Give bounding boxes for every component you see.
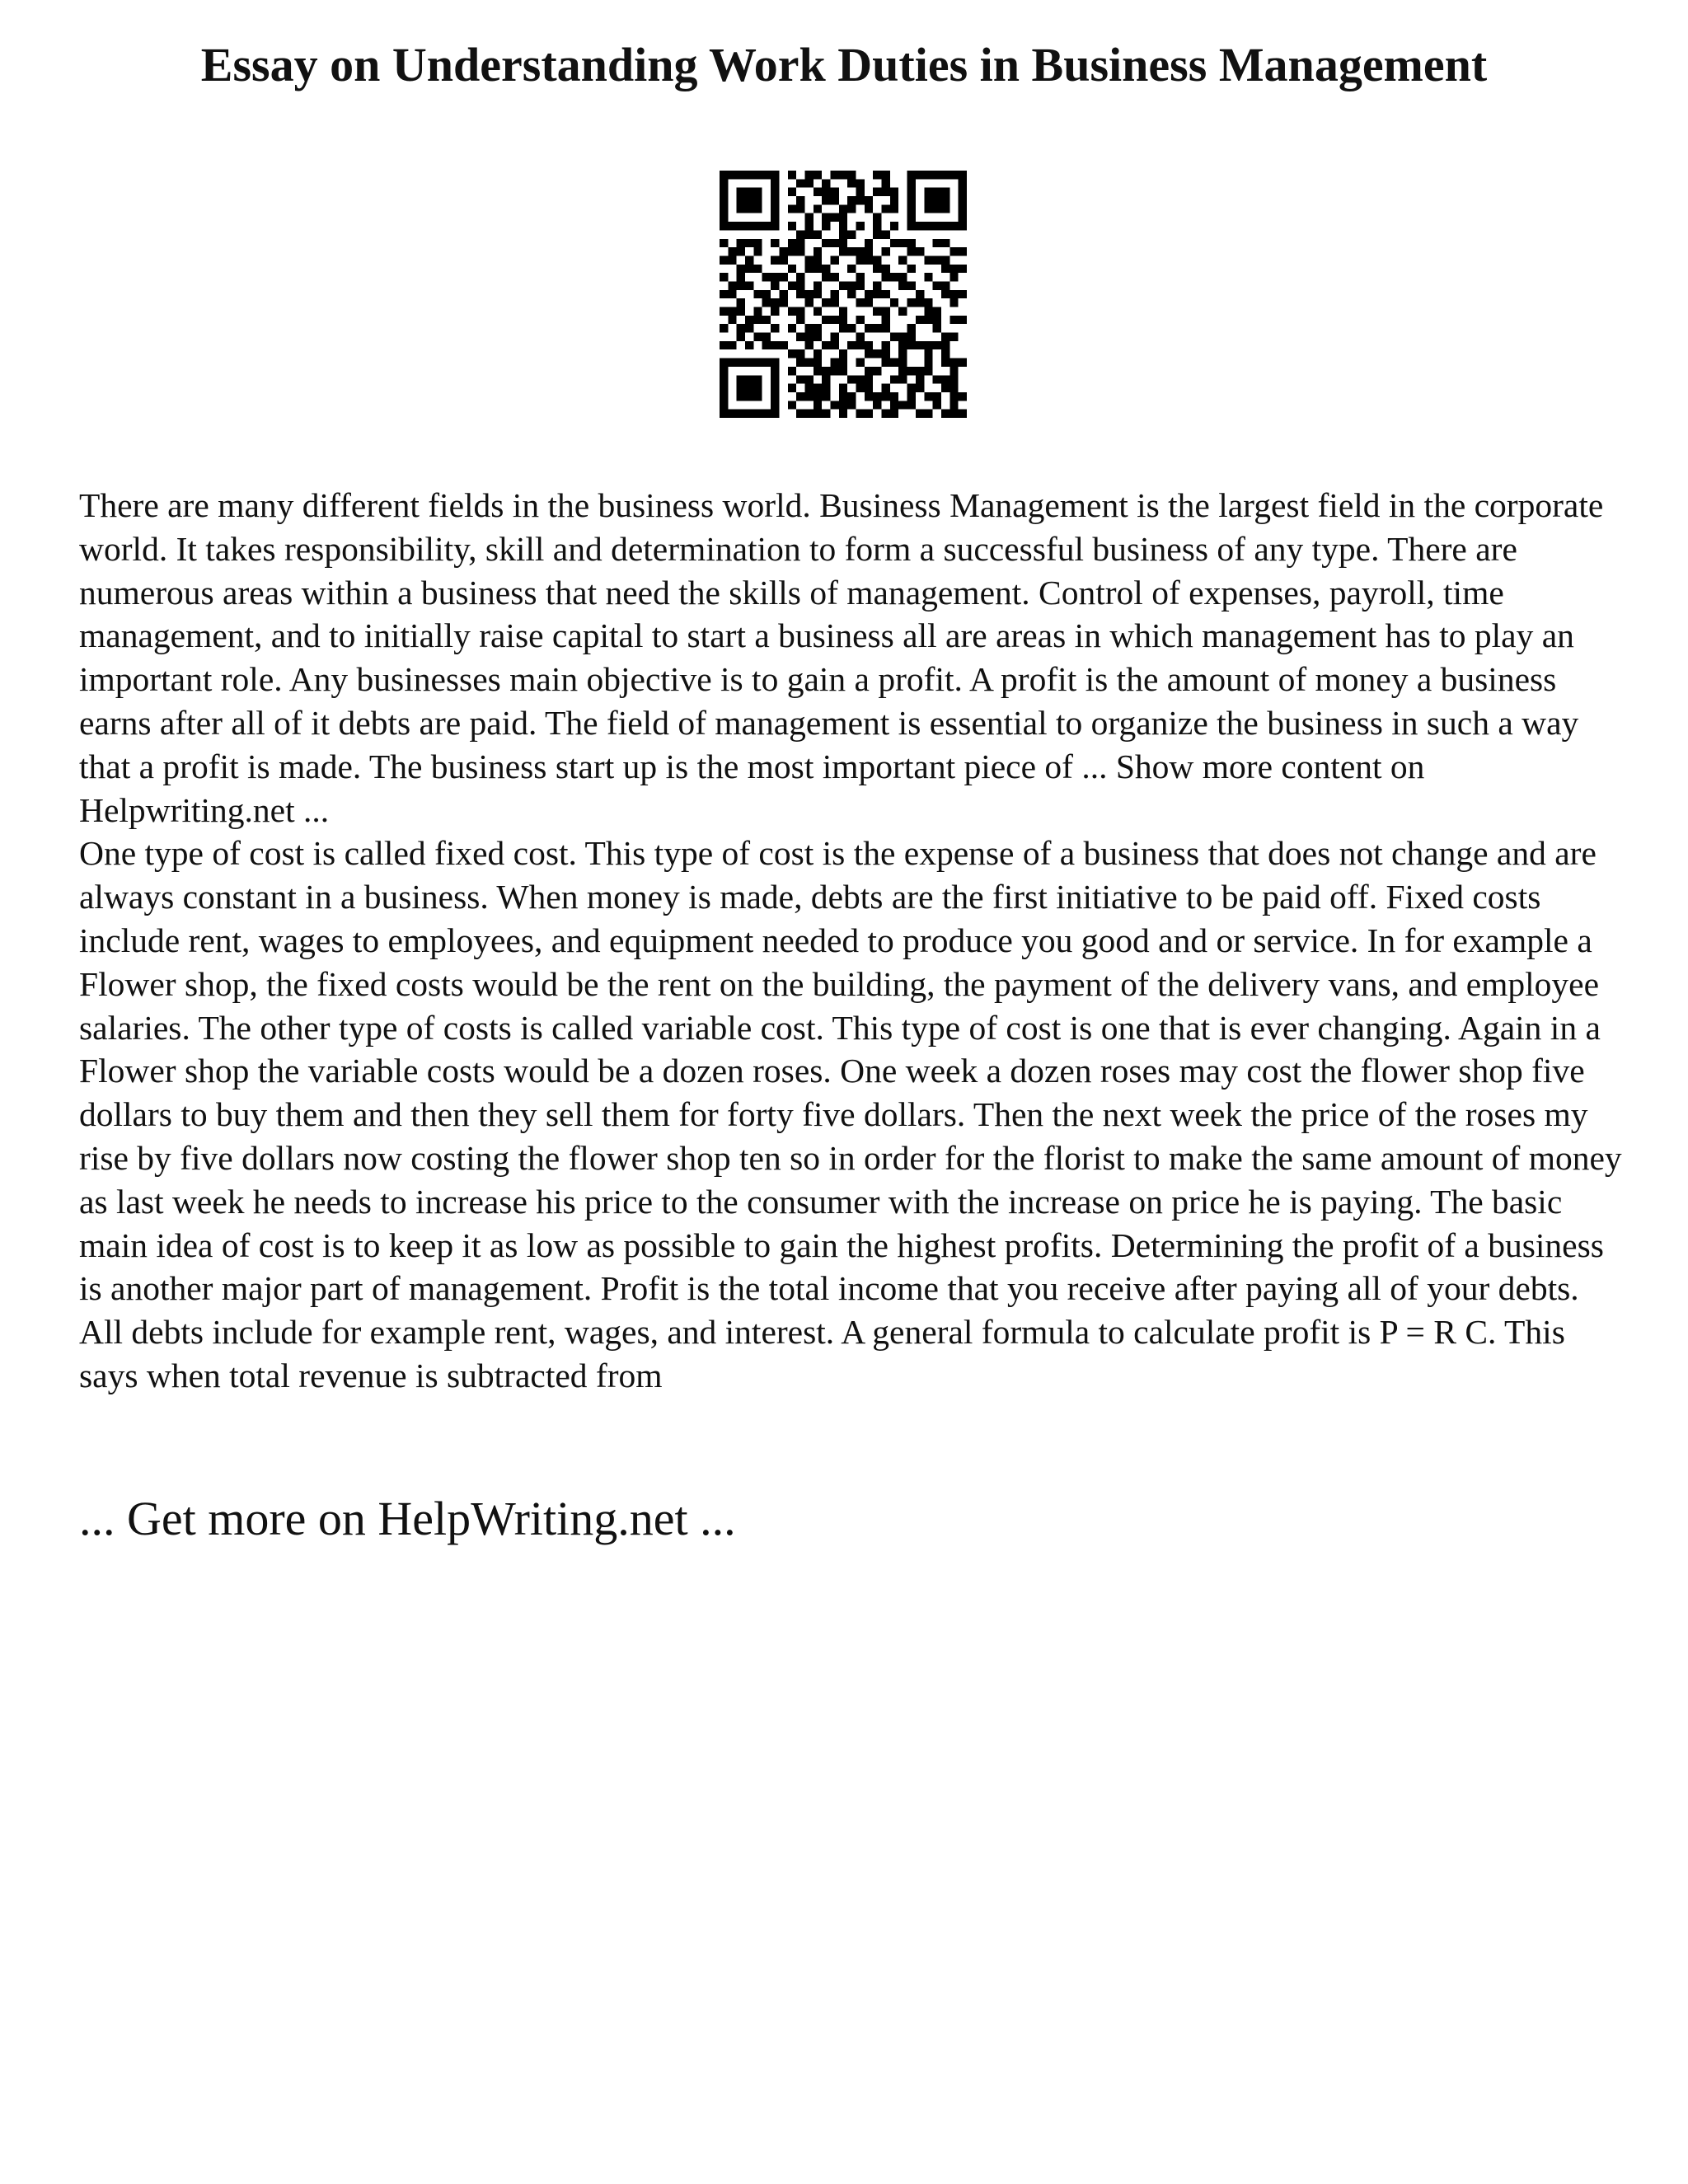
get-more-link[interactable]: ... Get more on HelpWriting.net ...	[79, 1492, 736, 1545]
essay-body	[79, 484, 1629, 1398]
qr-code-icon	[720, 171, 967, 418]
essay-paragraph-2: One type of cost is called fixed cost. This type of cost is the expense of a business that does not change and are always constant in a business. When money is made, debts are the first initiative to be paid off. Fixed costs include rent, wages to employees, and equipment needed to produce you good and or service. In for example a Flower shop, the fixed costs would be the rent on the building, the payment of the delivery vans, and employee salaries. The other type of costs is called variable cost. This type of cost is one that is ever changing. Again in a Flower shop the variable costs would be a dozen roses. One week a dozen roses may cost the flower shop five dollars to buy them and then they sell them for forty five dollars. Then the next week the price of the roses my rise by five dollars now costing the flower shop ten so in order for the florist to make the same amount of money as last week he needs to increase his price to the consumer with the increase on price he is paying. The basic main idea of cost is to keep it as low as possible to gain the highest profits. Determining the profit of a business is another major part of management. Profit is the total income that you receive after paying all of your debts. All debts include for example rent, wages, and interest. A general formula to calculate profit is P = R C. This says when total revenue is subtracted from	[79, 834, 1622, 1394]
essay-paragraph-1: There are many different fields in the business world. Business Management is the largest field in the corporate world. It takes responsibility, skill and determination to form a successful business of any type. There are numerous areas within a business that need the skills of management. Control of expenses, payroll, time management, and to initially raise capital to start a business all are areas in which management has to play an important role. Any businesses main objective is to gain a profit. A profit is the amount of money a business earns after all of it debts are paid. The field of management is essential to organize the business in such a way that a profit is made. The business start up is the most important piece of ... Show more content on Helpwriting.net ...	[79, 486, 1604, 829]
page-title: Essay on Understanding Work Duties in Business Management	[200, 38, 1488, 91]
